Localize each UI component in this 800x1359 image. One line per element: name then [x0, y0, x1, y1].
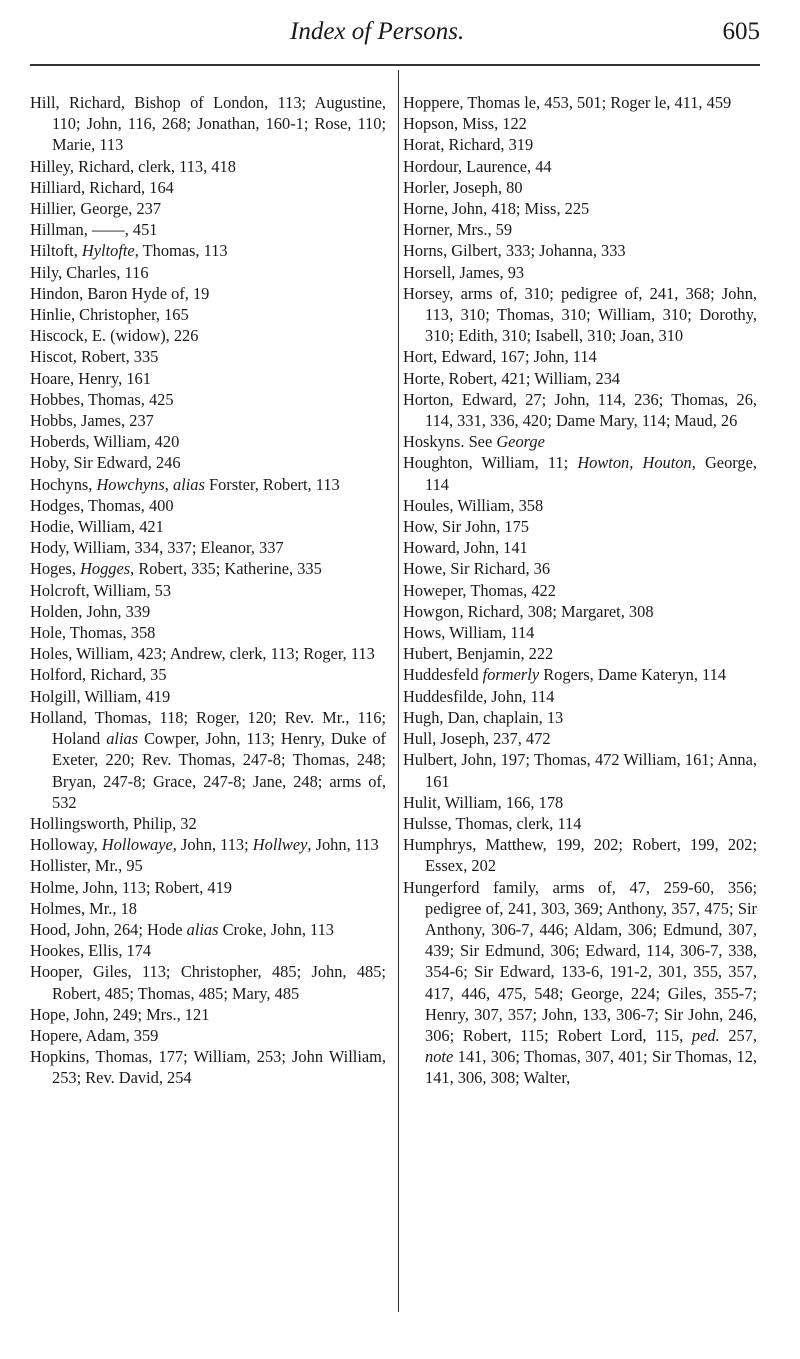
index-entry: Horler, Joseph, 80: [403, 177, 523, 197]
index-entry: Horat, Richard, 319: [403, 135, 534, 155]
index-entry: Houghton, William, 11; Howton, Houton, George, 114: [403, 453, 757, 494]
index-entry: Hoges, Hogges, Robert, 335; Katherine, 335: [30, 559, 322, 579]
index-entry: Holden, John, 339: [30, 601, 151, 621]
index-entry: Humphrys, Matthew, 199, 202; Robert, 199, 202; Essex, 202: [403, 835, 757, 876]
index-entry: Hulit, William, 166, 178: [403, 792, 564, 812]
index-entry: Horns, Gilbert, 333; Johanna, 333: [403, 241, 626, 261]
index-entry: Hochyns, Howchyns, alias Forster, Robert, 113: [30, 474, 340, 494]
index-entry: Hilliard, Richard, 164: [30, 177, 174, 197]
index-entry: Holcroft, William, 53: [30, 580, 172, 600]
index-entry: Horne, John, 418; Miss, 225: [403, 199, 590, 219]
index-entry: Hoberds, William, 420: [30, 432, 180, 452]
index-entry: Holme, John, 113; Robert, 419: [30, 877, 232, 897]
index-entry: Hope, John, 249; Mrs., 121: [30, 1004, 210, 1024]
index-entry: Hobbs, James, 237: [30, 411, 154, 431]
index-entry: Hoare, Henry, 161: [30, 368, 151, 388]
header-rule: [30, 64, 760, 66]
index-entry: Hoby, Sir Edward, 246: [30, 453, 181, 473]
index-entry: Hodie, William, 421: [30, 517, 164, 537]
index-entry: Howe, Sir Richard, 36: [403, 559, 551, 579]
index-entry: Hiscot, Robert, 335: [30, 347, 159, 367]
index-entry: Hookes, Ellis, 174: [30, 941, 152, 961]
index-entry: Huddesfeld formerly Rogers, Dame Kateryn, 114: [403, 665, 727, 685]
index-entry: Hill, Richard, Bishop of London, 113; Augustine, 110; John, 116, 268; Jonathan, 160-1; Rose, 110; Marie, 113: [30, 93, 386, 155]
index-entry: Hilley, Richard, clerk, 113, 418: [30, 156, 236, 176]
index-entry: Holford, Richard, 35: [30, 665, 167, 685]
index-entry: Huddesfilde, John, 114: [403, 686, 555, 706]
index-entry: Hindon, Baron Hyde of, 19: [30, 283, 210, 303]
page-number: 605: [722, 18, 760, 45]
index-entry: Horte, Robert, 421; William, 234: [403, 368, 621, 388]
index-entry: Holgill, William, 419: [30, 686, 171, 706]
index-entry: Hiltoft, Hyltofte, Thomas, 113: [30, 241, 228, 261]
index-entry: Hulbert, John, 197; Thomas, 472 William, 161; Anna, 161: [403, 750, 757, 791]
index-entry: Hoskyns. See George: [403, 432, 545, 452]
page-title: Index of Persons.: [290, 18, 465, 45]
index-entry: Hinlie, Christopher, 165: [30, 305, 189, 325]
index-entry: Hody, William, 334, 337; Eleanor, 337: [30, 538, 284, 558]
index-entry: Holes, William, 423; Andrew, clerk, 113; Roger, 113: [30, 644, 375, 664]
index-entry: Hordour, Laurence, 44: [403, 156, 552, 176]
index-entry: Holland, Thomas, 118; Roger, 120; Rev. Mr., 116; Holand alias Cowper, John, 113; Henry, Duke of Exeter, 220; Rev. Thomas, 247-8; Thomas, 248; Bryan, 247-8; Grace, 247-8; Jane, 248; arms of, 532: [30, 707, 386, 812]
index-entry: Hopere, Adam, 359: [30, 1025, 159, 1045]
index-entry: Horton, Edward, 27; John, 114, 236; Thomas, 26, 114, 331, 336, 420; Dame Mary, 114; Maud, 26: [403, 389, 757, 431]
index-entry: Hillman, ——, 451: [30, 220, 158, 240]
index-entry: Hobbes, Thomas, 425: [30, 389, 174, 409]
index-entry: Holloway, Hollowaye, John, 113; Hollwey, John, 113: [30, 835, 379, 855]
index-entry: Hood, John, 264; Hode alias Croke, John, 113: [30, 919, 335, 939]
index-entry: Hulsse, Thomas, clerk, 114: [403, 813, 582, 833]
index-entry: Hollingsworth, Philip, 32: [30, 813, 197, 833]
index-entry: Horsey, arms of, 310; pedigree of, 241, 368; John, 113, 310; Thomas, 310; William, 310; Dorothy, 310; Edith, 310; Isabell, 310; Joan, 310: [403, 283, 757, 346]
index-entry: Howard, John, 141: [403, 538, 528, 558]
index-entry: Hopson, Miss, 122: [403, 114, 527, 134]
index-entry: Holmes, Mr., 18: [30, 898, 137, 918]
index-entry: Hily, Charles, 116: [30, 262, 149, 282]
index-column-right: [403, 92, 757, 1089]
index-entry: Hodges, Thomas, 400: [30, 495, 174, 515]
index-entry: Horsell, James, 93: [403, 262, 525, 282]
index-entry: Howeper, Thomas, 422: [403, 580, 556, 600]
index-entry: Howgon, Richard, 308; Margaret, 308: [403, 601, 654, 621]
index-entry: Hows, William, 114: [403, 623, 535, 643]
index-entry: Hort, Edward, 167; John, 114: [403, 347, 597, 367]
index-entry: Hopkins, Thomas, 177; William, 253; John William, 253; Rev. David, 254: [30, 1047, 386, 1088]
index-entry: Hungerford family, arms of, 47, 259-60, 356; pedigree of, 241, 303, 369; Anthony, 357, 475; Sir Anthony, 306-7, 446; Aldam, 306; Edmund, 307, 439; Sir Edmund, 306; Edward, 114, 306-7, 338, 354-6; Sir Edward, 133-6, 191-2, 301, 355, 357, 417, 446, 475, 548; George, 224; Giles, 355-7; Henry, 307, 357; John, 133, 306-7; Sir John, 246, 306; Robert, 115; Robert Lord, 115, ped. 257, note 141, 306; Thomas, 307, 401; Sir Thomas, 12, 141, 306, 308; Walter,: [403, 877, 758, 1088]
page-header: [30, 0, 760, 60]
index-entry: Hillier, George, 237: [30, 199, 162, 219]
index-entry: Hiscock, E. (widow), 226: [30, 326, 199, 346]
index-entry: Houles, William, 358: [403, 495, 544, 515]
index-column-left: [30, 92, 386, 1089]
index-entry: Hubert, Benjamin, 222: [403, 644, 554, 664]
index-entry: Hole, Thomas, 358: [30, 623, 156, 643]
index-entry: How, Sir John, 175: [403, 517, 529, 537]
column-divider: [398, 70, 399, 1312]
index-entry: Hooper, Giles, 113; Christopher, 485; John, 485; Robert, 485; Thomas, 485; Mary, 485: [30, 962, 386, 1003]
index-entry: Hoppere, Thomas le, 453, 501; Roger le, 411, 459: [403, 93, 732, 112]
index-entry: Hull, Joseph, 237, 472: [403, 729, 551, 749]
index-entry: Hollister, Mr., 95: [30, 856, 143, 876]
index-entry: Horner, Mrs., 59: [403, 220, 513, 240]
index-entry: Hugh, Dan, chaplain, 13: [403, 707, 564, 727]
